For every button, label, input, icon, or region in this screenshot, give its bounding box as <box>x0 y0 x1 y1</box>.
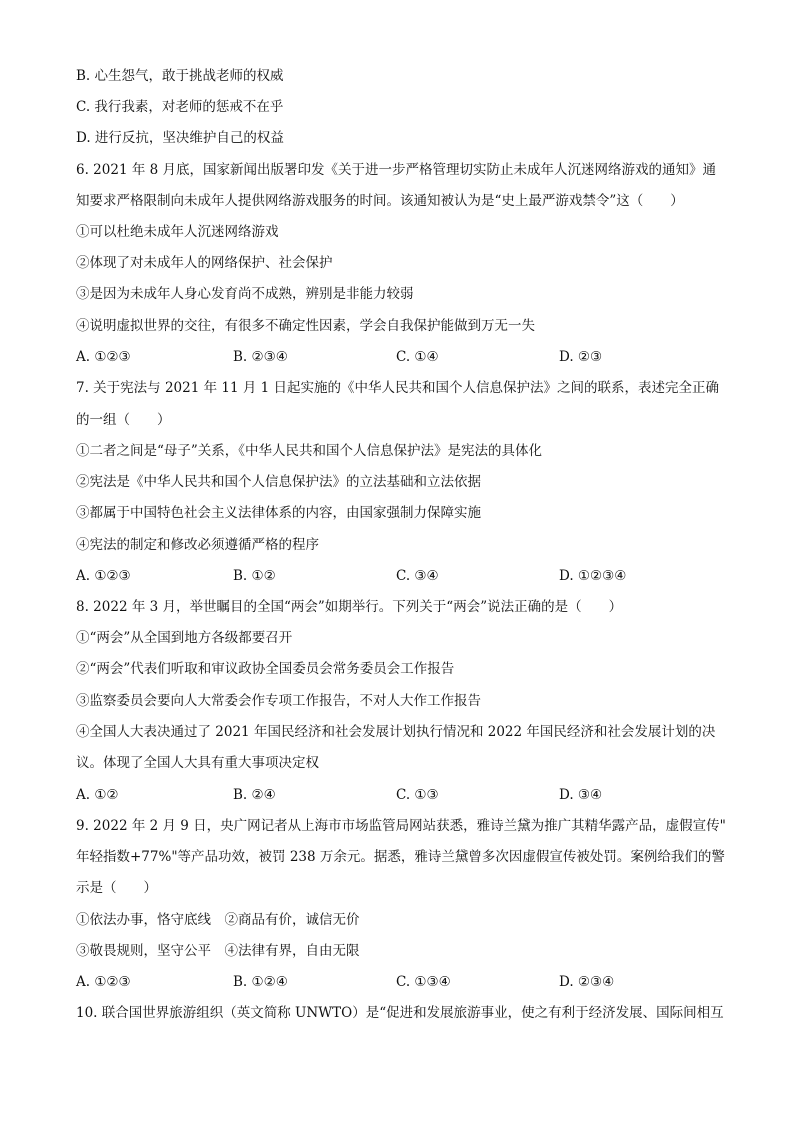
q9-statement-row-1: ①依法办事，恪守底线 ②商品有价，诚信无价 <box>76 912 360 928</box>
q9-choice-d[interactable]: D. ②③④ <box>559 974 615 990</box>
q5-option-d: D. 进行反抗，坚决维护自己的权益 <box>76 130 284 146</box>
q6-choices <box>76 347 726 367</box>
q5-option-b: B. 心生怨气，敢于挑战老师的权威 <box>76 68 284 84</box>
q6-statement-3: ③是因为未成年人身心发育尚不成熟，辨别是非能力较弱 <box>76 286 414 302</box>
q6-choice-c[interactable]: C. ①④ <box>396 349 439 365</box>
q8-statement-3: ③监察委员会要向人大常委会作专项工作报告，不对人大作工作报告 <box>76 693 481 709</box>
q10-stem-line-1: 10. 联合国世界旅游组织（英文简称 UNWTO）是“促进和发展旅游事业，使之有利于经济发展、国际间相互 <box>76 1005 724 1021</box>
q6-choice-a[interactable]: A. ①②③ <box>76 349 131 365</box>
q9-choice-b[interactable]: B. ①②④ <box>233 974 288 990</box>
q6-choice-b[interactable]: B. ②③④ <box>233 349 288 365</box>
q6-stem-line-2: 知要求严格限制向未成年人提供网络游戏服务的时间。该通知被认为是“史上最严游戏禁令”这（ ） <box>76 193 684 209</box>
q7-choice-d[interactable]: D. ①②③④ <box>559 568 627 584</box>
q8-statement-2: ②“两会”代表们听取和审议政协全国委员会常务委员会工作报告 <box>76 661 455 677</box>
q8-statement-1: ①“两会”从全国到地方各级都要召开 <box>76 630 293 646</box>
q8-choice-a[interactable]: A. ①② <box>76 787 119 803</box>
q8-stem-line-1: 8. 2022 年 3 月，举世瞩目的全国“两会”如期举行。下列关于“两会”说法正确的是（ ） <box>76 599 623 615</box>
q8-statement-4-line-2: 议。体现了全国人大具有重大事项决定权 <box>76 755 319 771</box>
q7-stem-line-2: 的一组（ ） <box>76 412 171 428</box>
q8-choice-b[interactable]: B. ②④ <box>233 787 276 803</box>
q5-option-c: C. 我行我素，对老师的惩戒不在乎 <box>76 99 284 115</box>
q7-choice-a[interactable]: A. ①②③ <box>76 568 131 584</box>
q7-statement-1: ①二者之间是“母子”关系，《中华人民共和国个人信息保护法》是宪法的具体化 <box>76 443 543 459</box>
q8-choice-c[interactable]: C. ①③ <box>396 787 439 803</box>
q9-statement-row-2: ③敬畏规则，坚守公平 ④法律有界，自由无限 <box>76 943 360 959</box>
q7-choices <box>76 566 726 586</box>
q7-statement-3: ③都属于中国特色社会主义法律体系的内容，由国家强制力保障实施 <box>76 505 481 521</box>
q9-choices <box>76 972 726 992</box>
q7-choice-b[interactable]: B. ①② <box>233 568 276 584</box>
q9-choice-a[interactable]: A. ①②③ <box>76 974 131 990</box>
q6-statement-1: ①可以杜绝未成年人沉迷网络游戏 <box>76 224 279 240</box>
q6-stem-line-1: 6. 2021 年 8 月底，国家新闻出版署印发《关于进一步严格管理切实防止未成年人沉迷网络游戏的通知》通 <box>76 162 716 178</box>
q7-stem-line-1: 7. 关于宪法与 2021 年 11 月 1 日起实施的《中华人民共和国个人信息保护法》之间的联系，表述完全正确 <box>76 380 720 396</box>
q7-statement-4: ④宪法的制定和修改必须遵循严格的程序 <box>76 537 319 553</box>
q8-choices <box>76 785 726 805</box>
q8-choice-d[interactable]: D. ③④ <box>559 787 603 803</box>
q9-stem-line-2: 年轻指数+77%"等产品功效，被罚 238 万余元。据悉，雅诗兰黛曾多次因虚假宣传被处罚。案例给我们的警 <box>76 849 725 865</box>
q6-statement-2: ②体现了对未成年人的网络保护、社会保护 <box>76 255 333 271</box>
q8-statement-4-line-1: ④全国人大表决通过了 2021 年国民经济和社会发展计划执行情况和 2022 年国民经济和社会发展计划的决 <box>76 724 716 740</box>
q7-choice-c[interactable]: C. ③④ <box>396 568 439 584</box>
q7-statement-2: ②宪法是《中华人民共和国个人信息保护法》的立法基础和立法依据 <box>76 474 481 490</box>
q6-choice-d[interactable]: D. ②③ <box>559 349 603 365</box>
q9-stem-line-1: 9. 2022 年 2 月 9 日，央广网记者从上海市市场监管局网站获悉，雅诗兰黛为推广其精华露产品，虚假宣传" <box>76 818 726 834</box>
q6-statement-4: ④说明虚拟世界的交往，有很多不确定性因素，学会自我保护能做到万无一失 <box>76 318 535 334</box>
q9-choice-c[interactable]: C. ①③④ <box>396 974 451 990</box>
q9-stem-line-3: 示是（ ） <box>76 880 157 896</box>
